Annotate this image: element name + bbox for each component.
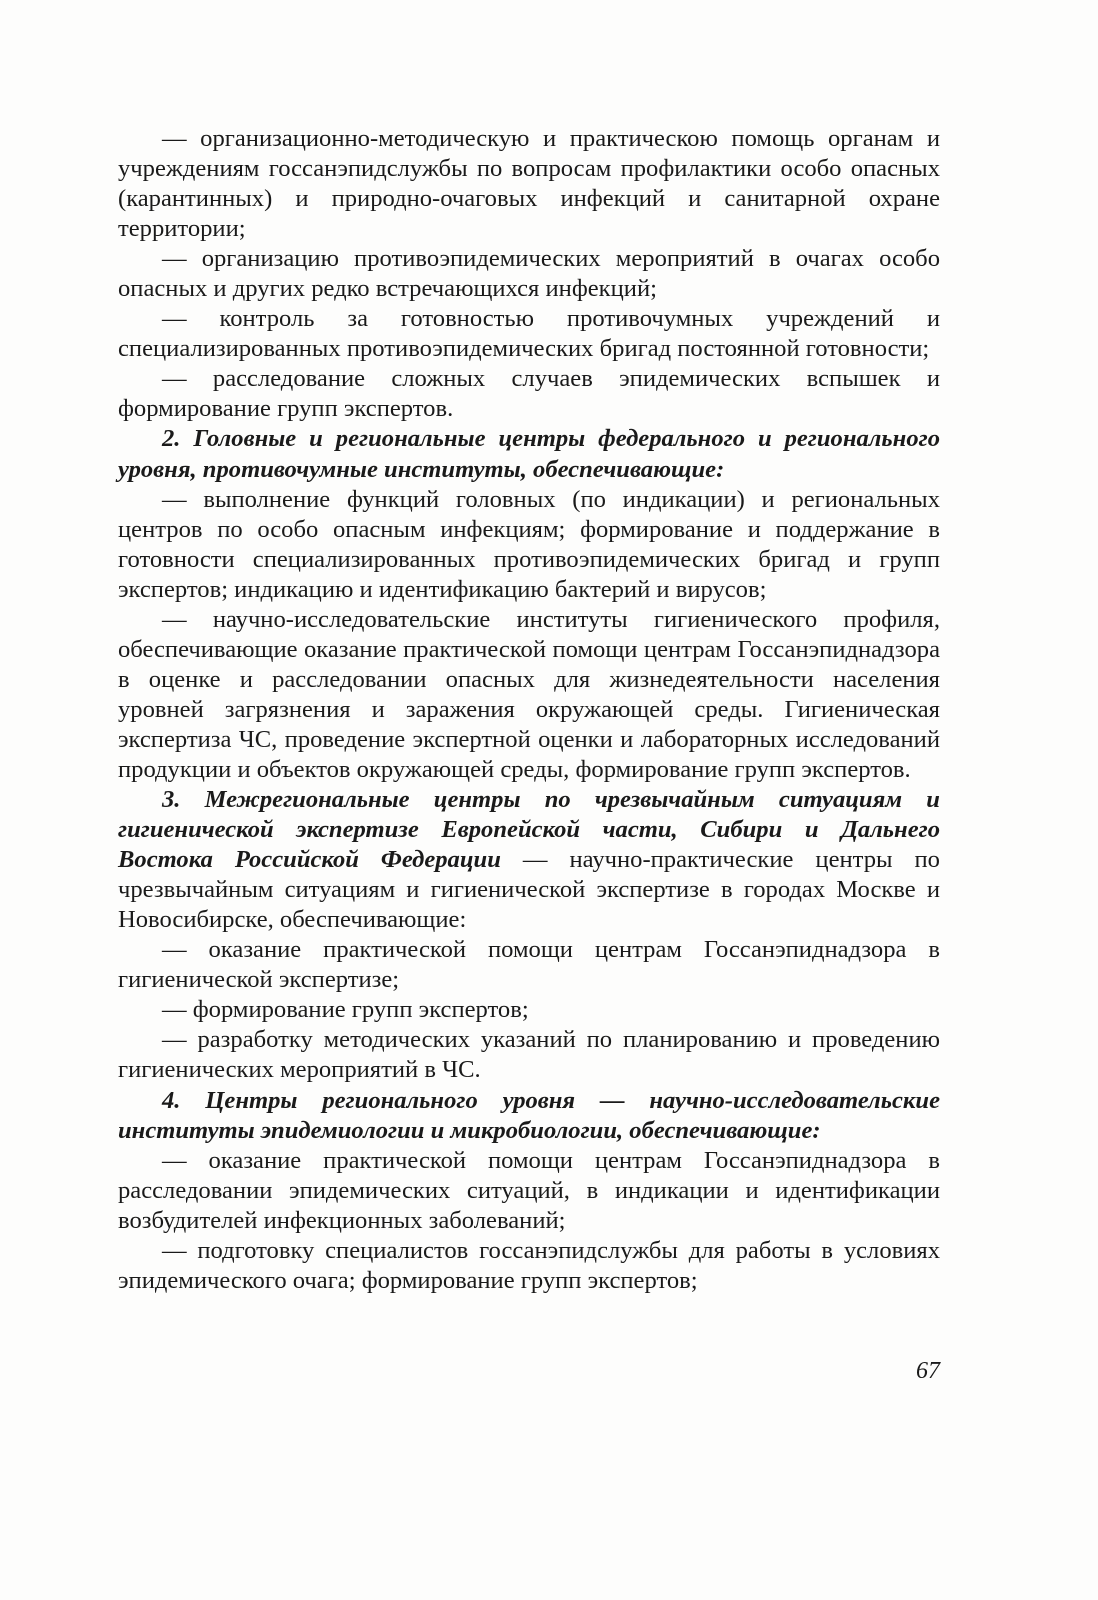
section-heading: 2. Головные и региональные центры федерального и регионального уровня, противочумные институты, обеспечивающие: [118, 425, 940, 483]
paragraph-item: — контроль за готовностью противочумных учреждений и специализированных противоэпидемических бригад постоянной готовности; [118, 305, 940, 363]
section-heading: 4. Центры регионального уровня — научно-исследовательские институты эпидемиологии и микробиологии, обеспечивающие: [118, 1086, 940, 1144]
paragraph-item: — разработку методических указаний по планированию и проведению гигиенических мероприятий в ЧС. [118, 1026, 940, 1084]
page-number: 67 [916, 1358, 940, 1384]
paragraph-mixed [118, 785, 940, 935]
paragraph-item: — выполнение функций головных (по индикации) и региональных центров по особо опасным инфекциям; формирование и поддержание в готовности специализированных противоэпидемических бригад и групп экспертов; индикацию и идентификацию бактерий и вирусов; [118, 485, 940, 603]
paragraph-item: — расследование сложных случаев эпидемических вспышек и формирование групп экспертов. [118, 365, 940, 423]
section-heading-inline: 3. Межрегиональные центры по чрезвычайным ситуациям и гигиенической экспертизе Европейской части, Сибири и Дальнего Востока Российской Федерации [118, 786, 940, 874]
paragraph-item: — формирование групп экспертов; [162, 996, 529, 1024]
paragraph-item: — подготовку специалистов госсанэпидслужбы для работы в условиях эпидемического очага; формирование групп экспертов; [118, 1236, 940, 1294]
paragraph-item: — оказание практической помощи центрам Госсанэпиднадзора в гигиенической экспертизе; [118, 936, 940, 994]
paragraph-item: — оказание практической помощи центрам Госсанэпиднадзора в расследовании эпидемических ситуаций, в индикации и идентификации возбудителей инфекционных заболеваний; [118, 1146, 940, 1234]
paragraph-text: — научно-практические центры по чрезвычайным ситуациям и гигиенической экспертизе в городах Москве и Новосибирске, обеспечивающие: [118, 846, 940, 934]
paragraph-item: — организационно-методическую и практическою помощь органам и учреждениям госсанэпидслужбы по вопросам профилактики особо опасных (карантинных) и природно-очаговых инфекций и санитарной охране территории; [118, 125, 940, 243]
paragraph-item: — научно-исследовательские институты гигиенического профиля, обеспечивающие оказание практической помощи центрам Госсанэпиднадзора в оценке и расследовании опасных для жизнедеятельности населения уровней загрязнения и заражения окружающей среды. Гигиеническая экспертиза ЧС, проведение экспертной оценки и лабораторных исследований продукции и объектов окружающей среды, формирование групп экспертов. [118, 605, 940, 783]
paragraph-item: — организацию противоэпидемических мероприятий в очагах особо опасных и других редко встречающихся инфекций; [118, 245, 940, 303]
page-text [118, 124, 940, 1296]
